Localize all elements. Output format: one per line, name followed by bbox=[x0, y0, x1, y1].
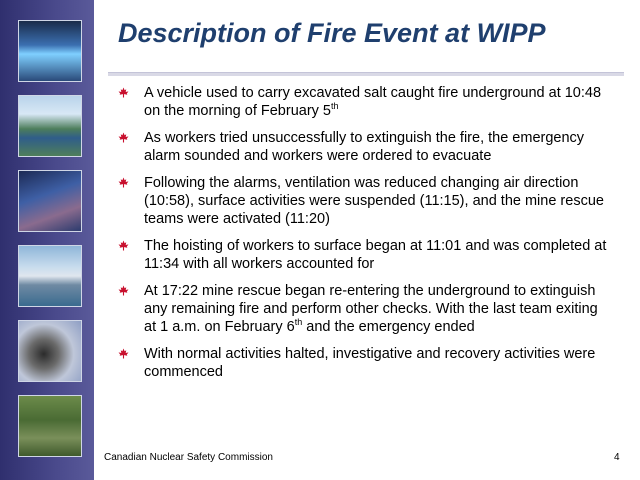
bullet-text: Following the alarms, ventilation was reduced changing air direction (10:58), surface activities were suspended (11:15), and the mine rescue teams were activated (11:20) bbox=[144, 175, 604, 227]
maple-leaf-icon bbox=[118, 87, 129, 98]
field-worker-photo bbox=[18, 395, 82, 457]
page-number: 4 bbox=[614, 452, 620, 463]
bullet-text: As workers tried unsuccessfully to extinguish the fire, the emergency alarm sounded and workers were ordered to evacuate bbox=[144, 130, 585, 164]
bullet-item bbox=[118, 345, 608, 381]
footer-organization: Canadian Nuclear Safety Commission bbox=[104, 452, 273, 463]
reactor-pool-photo bbox=[18, 20, 82, 82]
bullet-item bbox=[118, 174, 608, 228]
bullet-text: The hoisting of workers to surface began at 11:01 and was completed at 11:34 with all workers accounted for bbox=[144, 238, 607, 272]
maple-leaf-icon bbox=[118, 285, 129, 296]
bullet-list bbox=[118, 84, 608, 390]
bullet-superscript: th bbox=[294, 317, 303, 328]
bullet-text: At 17:22 mine rescue began re-entering the underground to extinguish any remaining fire and perform other checks. With the last team exiting at 1 a.m. on February 6 bbox=[144, 283, 598, 335]
equipment-photo bbox=[18, 170, 82, 232]
landscape-photo bbox=[18, 95, 82, 157]
sidebar-photo-strip bbox=[0, 0, 94, 480]
bullet-item bbox=[118, 84, 608, 120]
maple-leaf-icon bbox=[118, 348, 129, 359]
bullet-item bbox=[118, 282, 608, 336]
bullet-superscript: th bbox=[331, 101, 339, 112]
bullet-item bbox=[118, 237, 608, 273]
title-divider bbox=[108, 72, 624, 76]
maple-leaf-icon bbox=[118, 132, 129, 143]
radiation-container-photo bbox=[18, 320, 82, 382]
page-title: Description of Fire Event at WIPP bbox=[118, 18, 546, 48]
bullet-text: With normal activities halted, investigative and recovery activities were commenced bbox=[144, 346, 596, 380]
power-plant-photo bbox=[18, 245, 82, 307]
maple-leaf-icon bbox=[118, 177, 129, 188]
maple-leaf-icon bbox=[118, 240, 129, 251]
bullet-item bbox=[118, 129, 608, 165]
bullet-text: A vehicle used to carry excavated salt caught fire underground at 10:48 on the morning of February 5 bbox=[144, 85, 602, 119]
bullet-text-tail: and the emergency ended bbox=[302, 319, 475, 335]
